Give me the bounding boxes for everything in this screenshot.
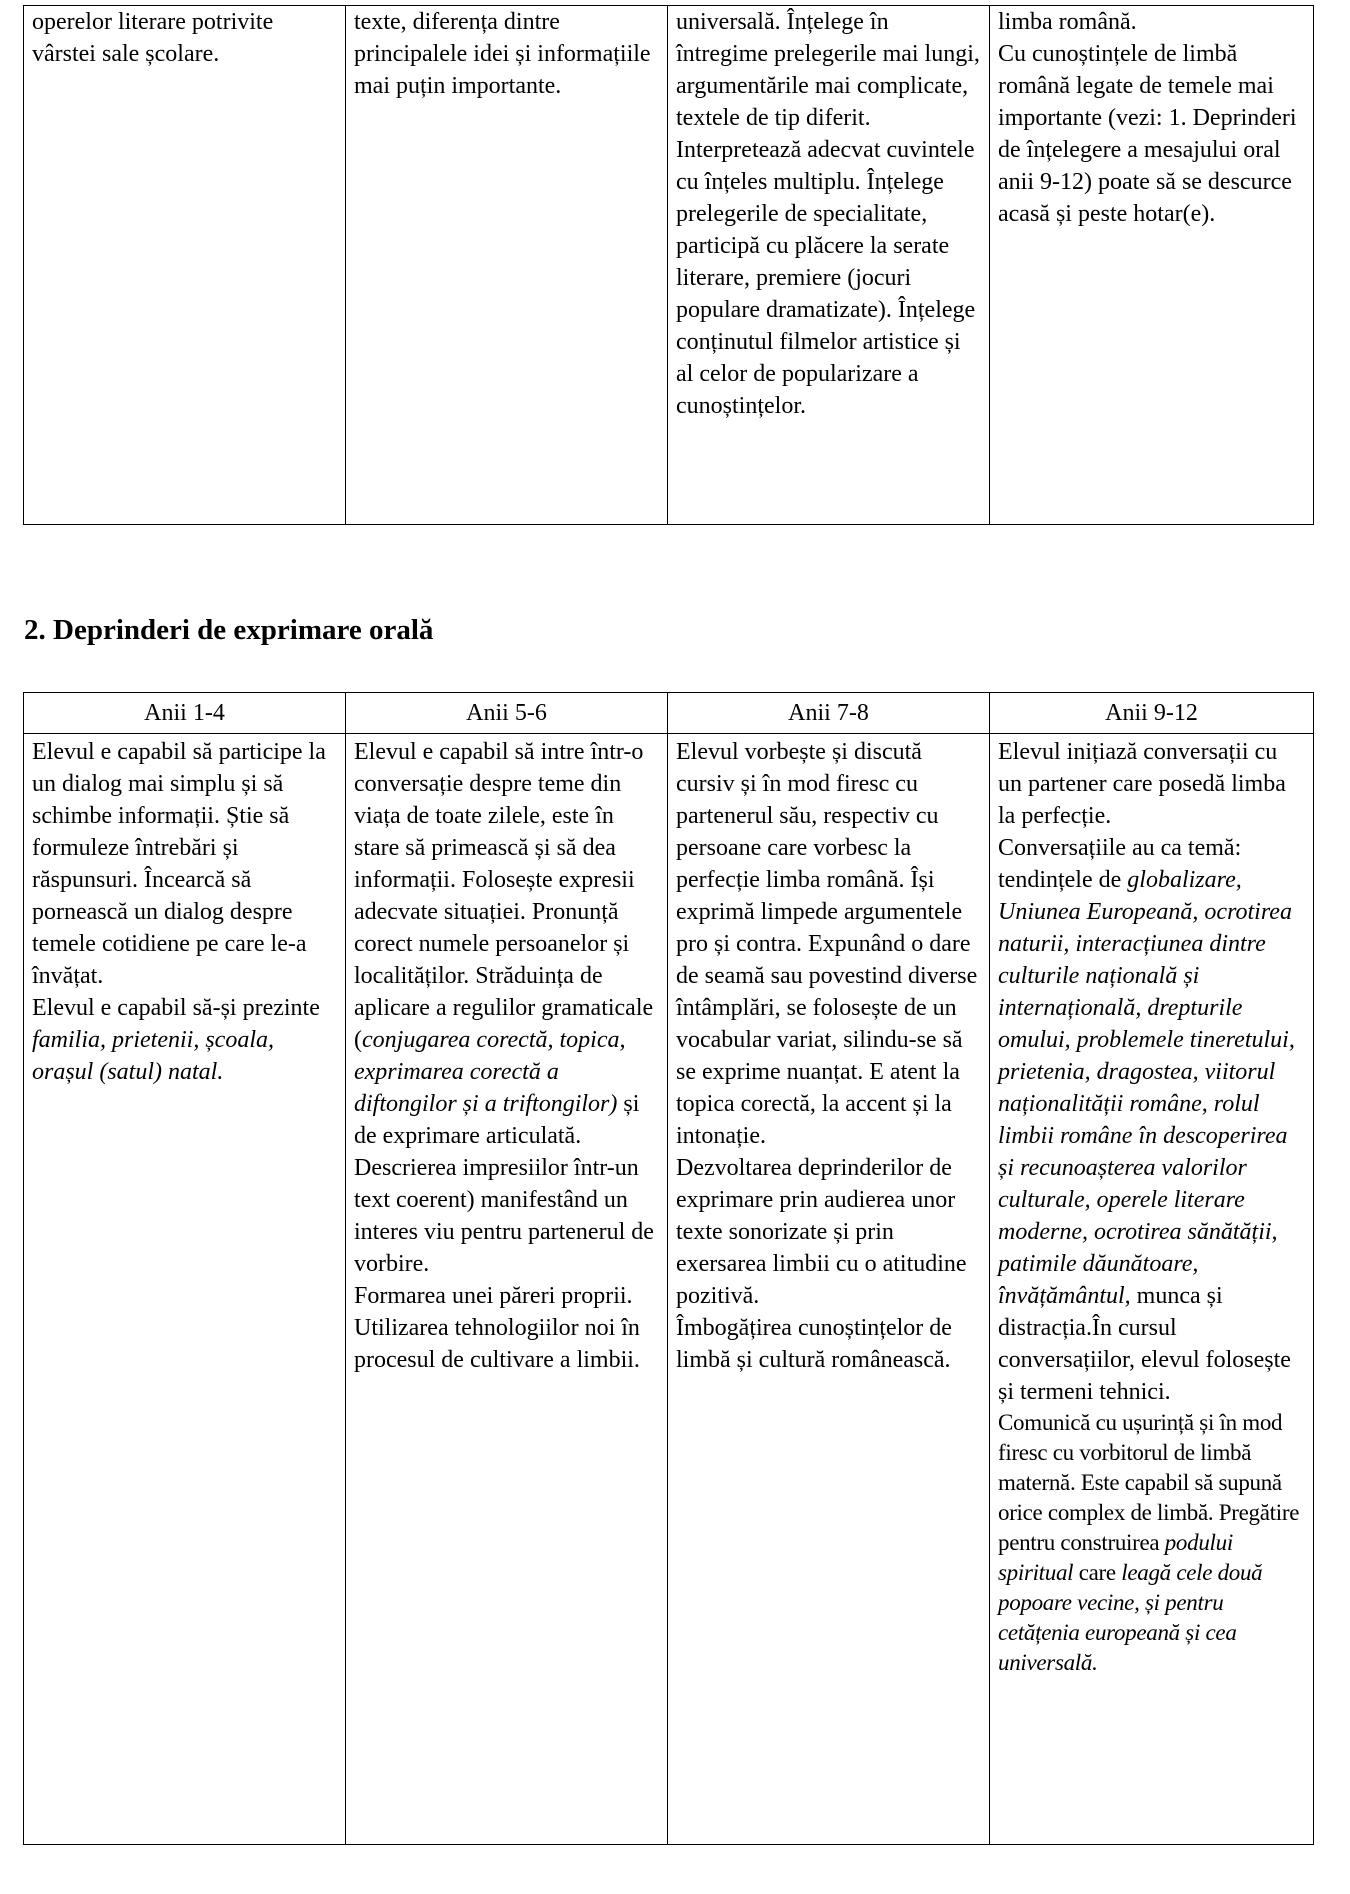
cell-text: Elevul e capabil să-și prezinte	[32, 995, 320, 1021]
table-row	[24, 6, 1314, 525]
cell-text: Elevul vorbește și discută cursiv și în mod firesc cu partenerul său, respectiv cu persoane care vorbesc la perfecție limba română. Își exprimă limpede argumentele pro și contra. Expunând o dare de seamă sau povestind diverse întâmplări, se folosește de un vocabular variat, silindu-se să se exprime nuanțat. E atent la topica corectă, la accent și la intonație.	[676, 739, 978, 1149]
cell-text: texte, diferența dintre principalele idei și informațiile mai puțin importante.	[354, 9, 651, 99]
cell-italic-text: globalizare, Uniunea Europeană, ocrotirea naturii, interacțiunea dintre culturile națională și internațională, drepturile omului, problemele tineretului, prietenia, dragostea, viitorul naționalității române, rolul limbii române în descoperirea și recunoașterea valorilor culturale, operele literare moderne, ocrotirea sănătății, patimile dăunătoare, învățământul,	[998, 867, 1295, 1309]
cell-anii-5-6	[346, 734, 668, 1845]
cell-text: operelor literare potrivite vârstei sale școlare.	[32, 9, 274, 67]
column-header: Anii 1-4	[24, 693, 346, 734]
top-cell-2	[346, 6, 668, 525]
table-row	[24, 734, 1314, 1845]
column-header: Anii 5-6	[346, 693, 668, 734]
cell-text: universală. Înțelege în întregime prelegerile mai lungi, argumentările mai complicate, textele de tip diferit. Interpretează adecvat cuvintele cu înțeles multiplu. Înțelege prelegerile de specialitate, participă cu plăcere la serate literare, premiere (jocuri populare dramatizate). Înțelege conținutul filmelor artistice și al celor de popularizare a cunoștințelor.	[676, 9, 980, 419]
top-cell-4	[990, 6, 1314, 525]
cell-paragraph	[998, 832, 1305, 1408]
top-cell-3	[668, 6, 990, 525]
cell-text: Cu cunoștințele de limbă română legate de temele mai importante (vezi: 1. Deprinderi de înțelegere a mesajului oral anii 9-12) poate să se descurce acasă și peste hotar(e).	[998, 41, 1297, 227]
cell-paragraph	[354, 736, 659, 1152]
column-header: Anii 7-8	[668, 693, 990, 734]
cell-italic-text: familia, prietenii, școala, orașul (satul) natal.	[32, 1027, 274, 1085]
top-cell-1	[24, 6, 346, 525]
cell-text: Elevul e capabil să intre într-o conversație despre teme din viața de toate zilele, este în stare să primească și să dea informații. Folosește expresii adecvate situației. Pronunță corect numele persoanelor și localităților. Străduința de aplicare a regulilor gramaticale (	[354, 739, 654, 1053]
cell-paragraph	[998, 1408, 1305, 1678]
cell-text: Conversațiile au ca temă: tendințele de	[998, 835, 1242, 893]
cell-text: limba română.	[998, 9, 1137, 35]
cell-paragraph	[32, 992, 337, 1088]
cell-text: Elevul e capabil să participe la un dialog mai simplu și să schimbe informații. Știe să formuleze întrebări și răspunsuri. Încearcă să pornească un dialog despre temele cotidiene pe care le-a învățat.	[32, 739, 326, 989]
cell-anii-9-12	[990, 734, 1314, 1845]
column-header: Anii 9-12	[990, 693, 1314, 734]
cell-text: Elevul inițiază conversații cu un partener care posedă limba la perfecție.	[998, 739, 1286, 829]
cell-italic-text: leagă cele două popoare vecine, și pentru cetățenia europeană și cea universală.	[998, 1560, 1263, 1675]
cell-text: Descrierea impresiilor într-un text coerent) manifestând un interes viu pentru partenerul de vorbire.	[354, 1155, 654, 1277]
cell-text: Dezvoltarea deprinderilor de exprimare prin audierea unor texte sonorizate și prin exersarea limbii cu o atitudine pozitivă.	[676, 1155, 967, 1309]
table-header-row	[24, 693, 1314, 734]
cell-text: care	[1073, 1560, 1122, 1585]
skills-table	[23, 692, 1314, 1845]
cell-italic-text: podului spiritual	[998, 1530, 1233, 1585]
cell-text: Comunică cu ușurință și în mod firesc cu vorbitorul de limbă maternă. Este capabil să supună orice complex de limbă. Pregătire pentru construirea	[998, 1410, 1300, 1555]
cell-anii-1-4	[24, 734, 346, 1845]
cell-anii-7-8	[668, 734, 990, 1845]
section-heading: 2. Deprinderi de exprimare orală	[24, 614, 434, 646]
cell-text: munca și distracția.În cursul conversațiilor, elevul folosește și termeni tehnici.	[998, 1283, 1291, 1405]
cell-text: și de exprimare articulată.	[354, 1091, 640, 1149]
top-table	[23, 5, 1314, 525]
cell-text: Formarea unei păreri proprii. Utilizarea tehnologiilor noi în procesul de cultivare a limbii.	[354, 1283, 640, 1373]
cell-italic-text: conjugarea corectă, topica, exprimarea corectă a diftongilor și a triftongilor)	[354, 1027, 626, 1117]
cell-text: Îmbogățirea cunoștințelor de limbă și cultură românească.	[676, 1315, 952, 1373]
